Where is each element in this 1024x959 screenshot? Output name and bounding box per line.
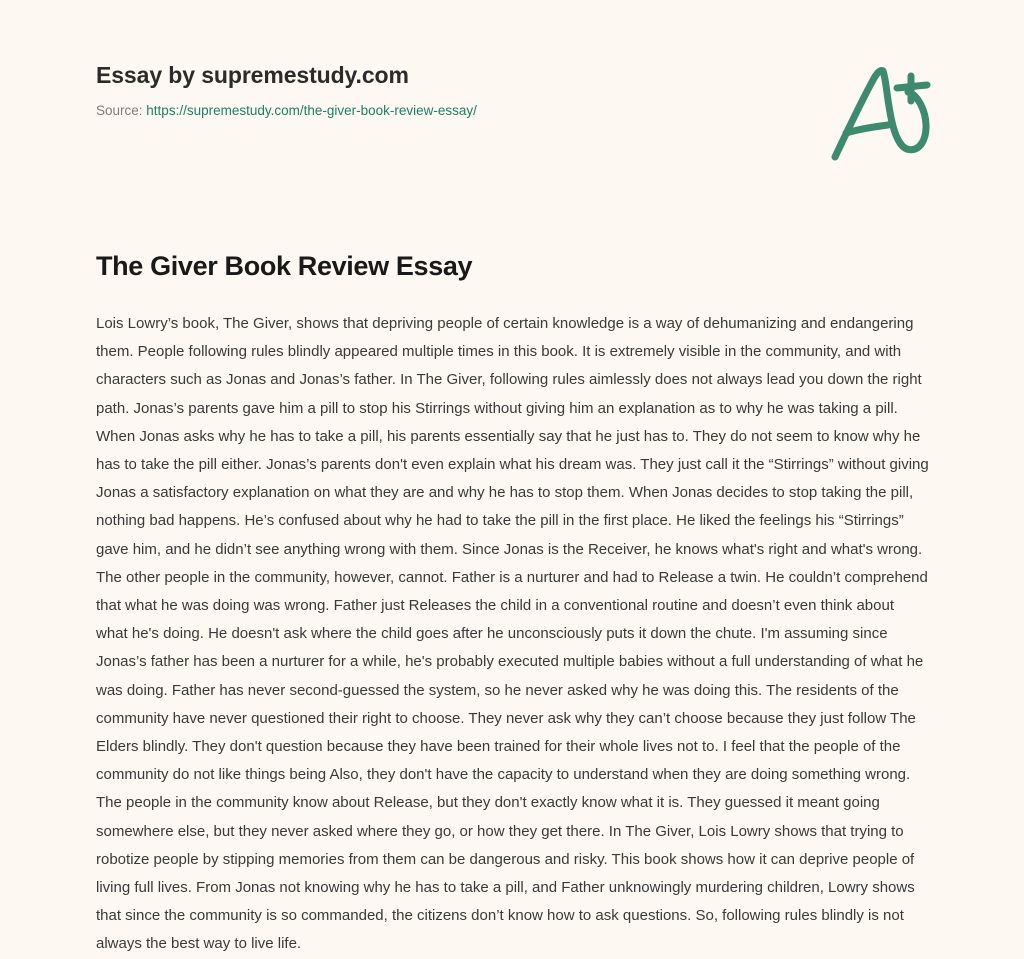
page-header bbox=[96, 62, 928, 172]
essay-paragraph: Lois Lowry’s book, The Giver, shows that depriving people of certain knowledge is a way of dehumanizing and endangering them. People following rules blindly appeared multiple times in this book. It is extremely visible in the community, and with characters such as Jonas and Jonas’s father. In The Giver, following rules aimlessly does not always lead you down the right path. Jonas’s parents gave him a pill to stop his Stirrings without giving him an explanation as to why he was taking a pill. When Jonas asks why he has to take a pill, his parents essentially say that he just has to. They do not seem to know why he has to take the pill either. Jonas’s parents don't even explain what his dream was. They just call it the “Stirrings” without giving Jonas a satisfactory explanation on what they are and why he has to stop them. When Jonas decides to stop taking the pill, nothing bad happens. He’s confused about why he had to take the pill in the first place. He liked the feelings his “Stirrings” gave him, and he didn’t see anything wrong with them. Since Jonas is the Receiver, he knows what's right and what's wrong. The other people in the community, however, cannot. Father is a nurturer and had to Release a twin. He couldn’t comprehend that what he was doing was wrong. Father just Releases the child in a conventional routine and doesn’t even think about what he's doing. He doesn't ask where the child goes after he unconsciously puts it down the chute. I'm assuming since Jonas’s father has been a nurturer for a while, he's probably executed multiple babies without a full understanding of what he was doing. Father has never second-guessed the system, so he never asked why he was doing this. The residents of the community have never questioned their right to choose. They never ask why they can’t choose because they just follow The Elders blindly. They don't question because they have been trained for their whole lives not to. I feel that the people of the community do not like things being Also, they don't have the capacity to understand when they are doing something wrong. The people in the community know about Release, but they don't exactly know what it is. They guessed it meant going somewhere else, but they never asked where they go, or how they get there. In The Giver, Lois Lowry shows that trying to robotize people by stipping memories from them can be dangerous and risky. This book shows how it can deprive people of living full lives. From Jonas not knowing why he has to take a pill, and Father unknowingly murdering children, Lowry shows that since the community is so commanded, the citizens don’t know how to ask questions. So, following rules blindly is not always the best way to live life. bbox=[96, 315, 929, 953]
essay-body bbox=[96, 310, 929, 959]
page-title: The Giver Book Review Essay bbox=[96, 251, 473, 281]
brand-title: Essay by supremestudy.com bbox=[96, 62, 409, 88]
a-plus-logo-icon bbox=[822, 60, 940, 164]
a-plus-logo bbox=[822, 60, 940, 164]
source-url-link[interactable]: https://supremestudy.com/the-giver-book-review-essay/ bbox=[146, 102, 477, 118]
source-label: Source: bbox=[96, 102, 143, 118]
source-row bbox=[96, 102, 928, 121]
